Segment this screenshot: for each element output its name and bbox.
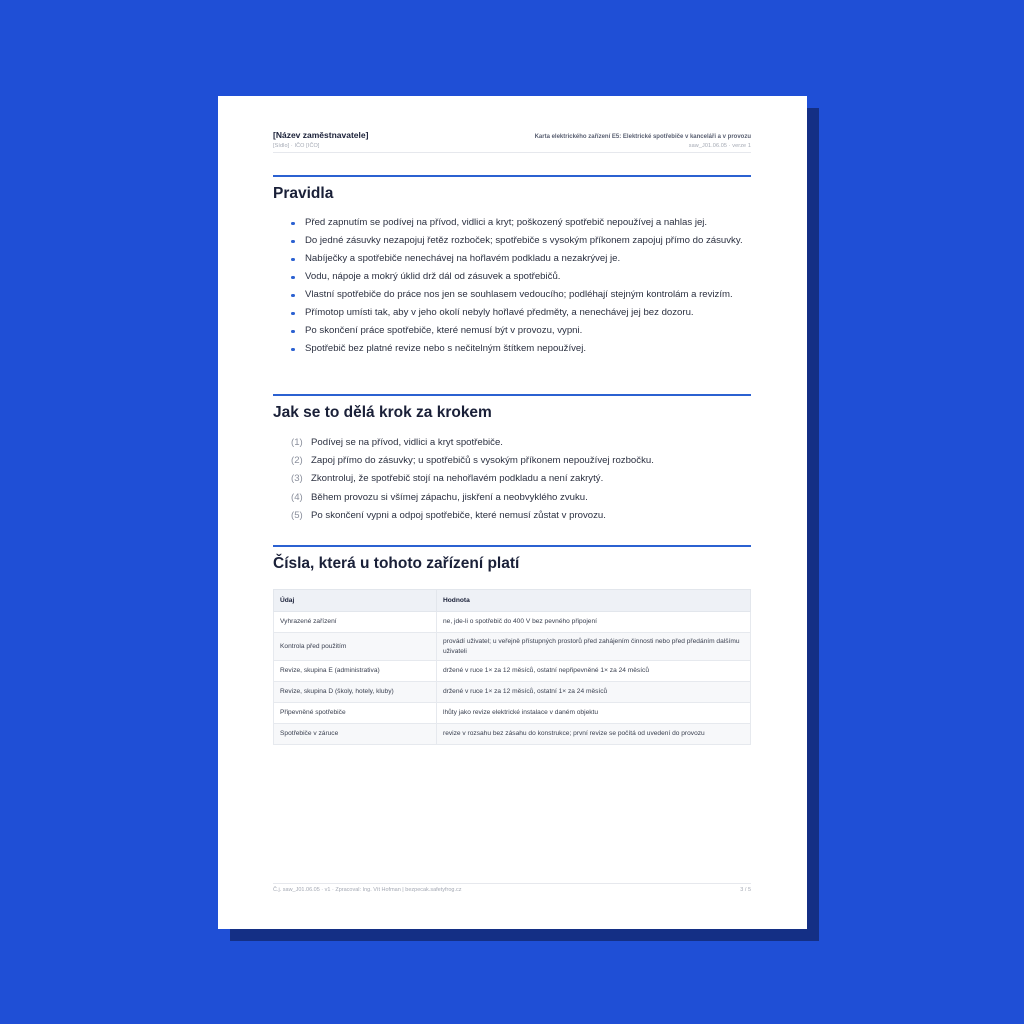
step-text: Během provozu si všímej zápachu, jiskření a neobvyklého zvuku. [311,491,588,503]
page-number: 3 / 5 [740,887,751,893]
section-rule [273,545,751,547]
cell-value: ne, jde-li o spotřebič do 400 V bez pevného připojení [437,612,751,633]
footer-reference: Č.j. saw_J01.06.05 · v1 · Zpracoval: Ing. Vít Hofman | bezpecak.safetyfrog.cz [273,887,462,893]
cell-value: držené v ruce 1× za 12 měsíců, ostatní nepřipevněné 1× za 24 měsíců [437,661,751,682]
rules-list [273,216,751,357]
page-footer [273,883,751,893]
rules-title: Pravidla [273,185,334,202]
header-divider [273,152,751,153]
step-text: Podívej se na přívod, vidlici a kryt spotřebiče. [311,437,503,448]
rule-item: Přímotop umísti tak, aby v jeho okolí nebyly hořlavé předměty, a nenechávej jej bez dozoru. [273,306,751,321]
page-header [273,130,751,153]
steps-section [273,394,751,527]
numbers-section [273,545,751,745]
document-code: saw_J01.06.05 · verze 1 [688,143,751,149]
table-row [274,612,751,633]
step-number: (4) [291,491,303,503]
table-header-row [274,590,751,612]
rule-item: Před zapnutím se podívej na přívod, vidlici a kryt; poškozený spotřebič nepoužívej a nahlas jej. [273,216,751,231]
step-item [273,472,751,487]
card-title: Karta elektrického zařízení E5: Elektrické spotřebiče v kanceláři a v provozu [534,134,751,140]
rule-item: Vodu, nápoje a mokrý úklid drž dál od zásuvek a spotřebičů. [273,270,751,285]
step-item [273,509,751,524]
step-item [273,491,751,506]
step-number: (1) [291,437,303,448]
steps-list [273,436,751,523]
table-row [274,703,751,724]
rule-item: Po skončení práce spotřebiče, které nemusí být v provozu, vypni. [273,324,751,339]
step-item [273,436,751,451]
step-number: (5) [291,509,303,521]
step-text: Zkontroluj, že spotřebič stojí na nehořlavém podkladu a není zakrytý. [311,473,604,485]
table-row [274,661,751,682]
cell-value: revize v rozsahu bez zásahu do konstrukce; první revize se počítá od uvedení do provozu [437,724,751,745]
rule-item: Nabíječky a spotřebiče nenechávej na hořlavém podkladu a nezakrývej je. [273,252,751,267]
rule-item: Vlastní spotřebiče do práce nos jen se souhlasem vedoucího; podléhají stejným kontrolám a revizím. [273,288,751,303]
step-number: (3) [291,473,303,485]
cell-label: Vyhrazené zařízení [274,612,437,633]
footer-divider [273,883,751,884]
numbers-title: Čísla, která u tohoto zařízení platí [273,555,520,572]
cell-label: Kontrola před použitím [274,633,437,661]
steps-title: Jak se to dělá krok za krokem [273,404,492,421]
rule-item: Do jedné zásuvky nezapojuj řetěz rozboček; spotřebiče s vysokým příkonem zapojuj přímo do zásuvky. [273,234,751,249]
table-row [274,682,751,703]
rule-item: Spotřebič bez platné revize nebo s nečitelným štítkem nepoužívej. [273,342,751,357]
cell-label: Spotřebiče v záruce [274,724,437,745]
employer-meta: [Sídlo] · IČO [IČO] [273,143,320,149]
cell-label: Revize, skupina E (administrativa) [274,661,437,682]
rules-section [273,175,751,360]
employer-name: [Název zaměstnavatele] [273,130,369,140]
table-row [274,633,751,661]
header-cell-label: Údaj [274,590,437,612]
section-rule [273,175,751,177]
cell-label: Připevněné spotřebiče [274,703,437,724]
cell-value: lhůty jako revize elektrické instalace v daném objektu [437,703,751,724]
step-item [273,454,751,469]
document-page [218,96,807,929]
step-number: (2) [291,455,303,467]
cell-value: držené v ruce 1× za 12 měsíců, ostatní 1× za 24 měsíců [437,682,751,703]
header-cell-value: Hodnota [437,590,751,612]
section-rule [273,394,751,396]
table-row [274,724,751,745]
cell-label: Revize, skupina D (školy, hotely, kluby) [274,682,437,703]
step-text: Po skončení vypni a odpoj spotřebiče, které nemusí zůstat v provozu. [311,509,606,521]
step-text: Zapoj přímo do zásuvky; u spotřebičů s vysokým příkonem nepoužívej rozbočku. [311,455,654,467]
numbers-table [273,589,751,745]
cell-value: provádí uživatel; u veřejně přístupných prostorů před zahájením činnosti nebo před předáním dalšímu uživateli [437,633,751,661]
